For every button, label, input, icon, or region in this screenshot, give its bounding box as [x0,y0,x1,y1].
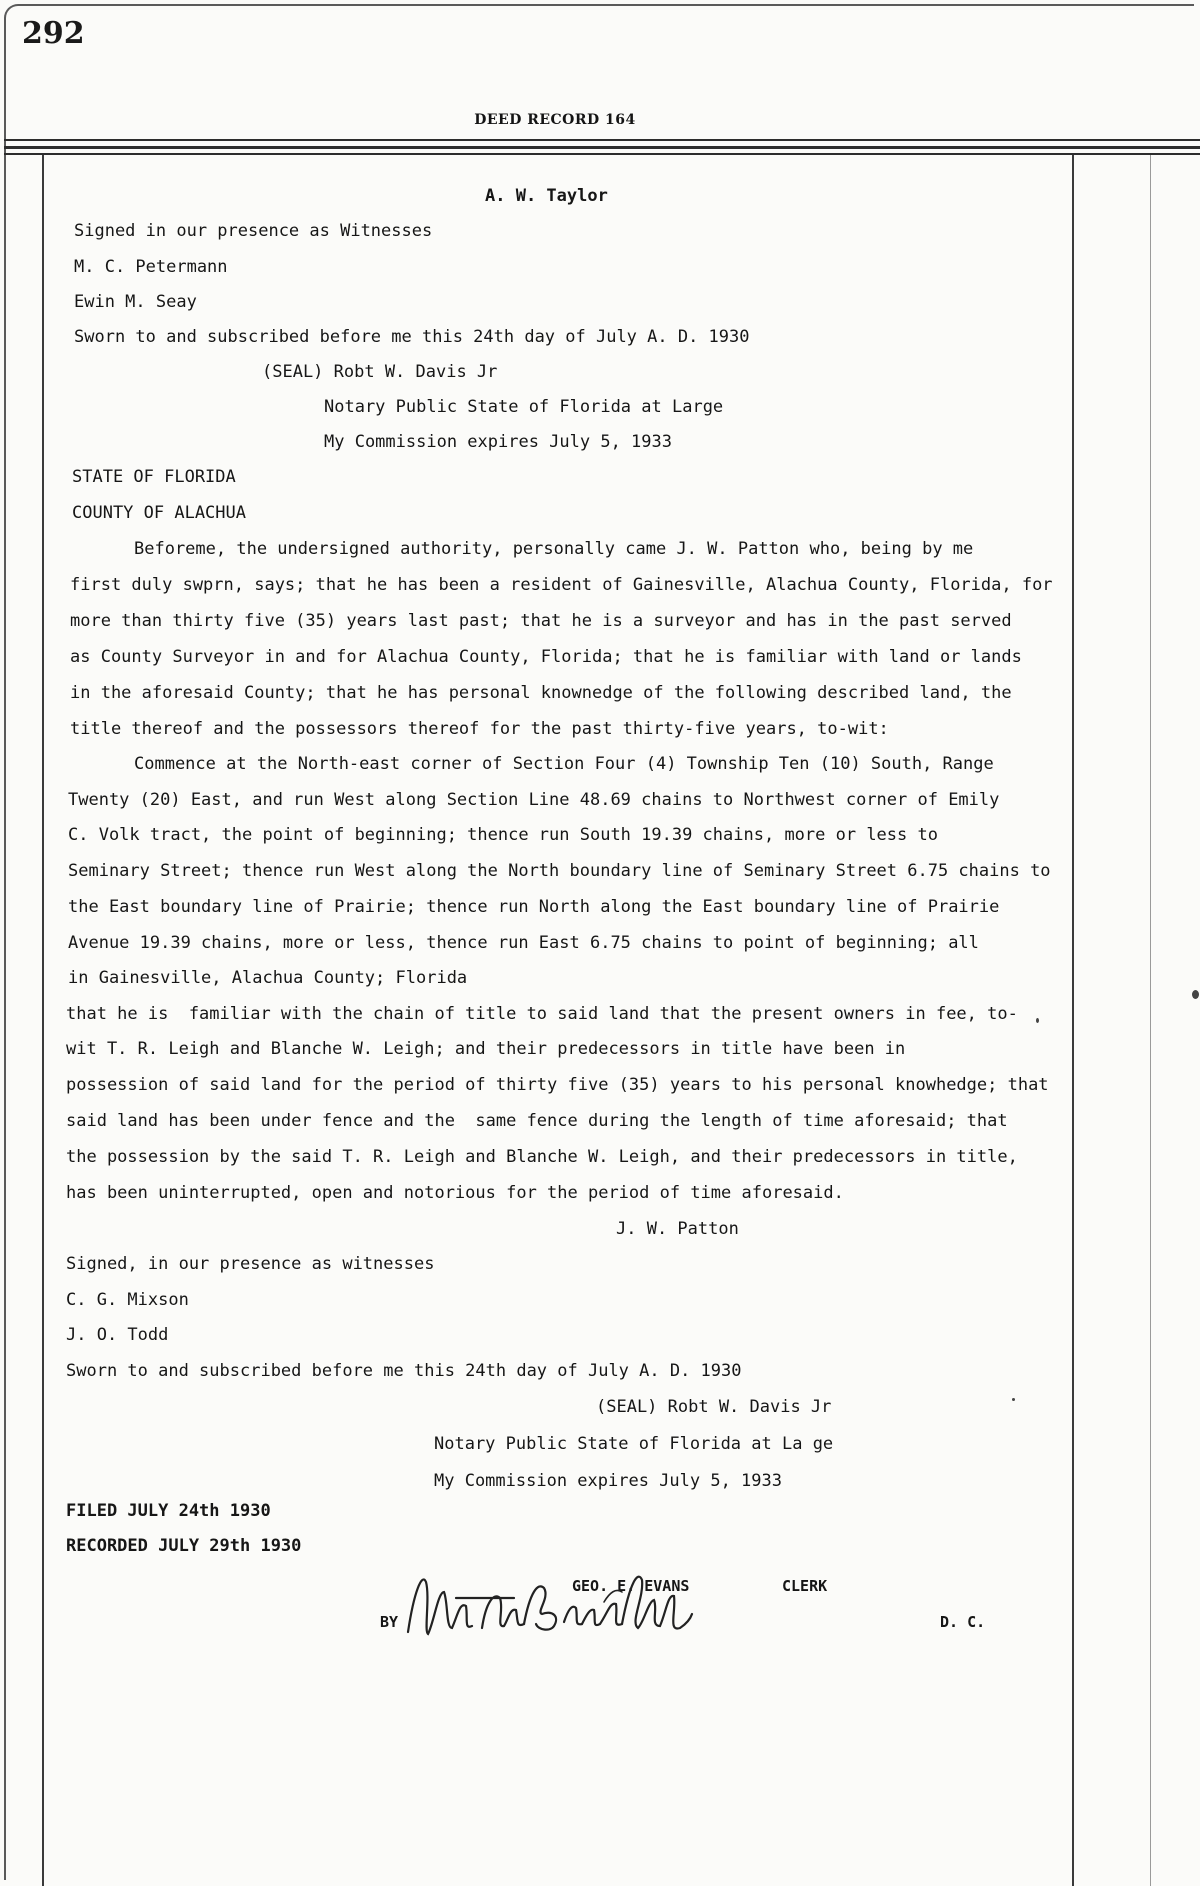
possession-line: has been uninterrupted, open and notorious for the period of time aforesaid. [66,1183,844,1203]
book-title: DEED RECORD 164 [474,112,636,128]
second-witness-2: J. O. Todd [66,1325,169,1345]
header-rule [4,139,1200,141]
second-witness-intro: Signed, in our presence as witnesses [66,1254,435,1274]
second-sworn-statement: Sworn to and subscribed before me this 24th day of July A. D. 1930 [66,1361,742,1381]
recorded-date: RECORDED JULY 29th 1930 [66,1536,302,1556]
affidavit-line: in the aforesaid County; that he has personal knownedge of the following described land, the [70,683,1012,703]
affidavit-line: Beforeme, the undersigned authority, personally came J. W. Patton who, being by me [134,539,974,559]
clerk-title: CLERK [782,1577,828,1595]
second-signer: J. W. Patton [616,1219,739,1239]
first-notary-commission: My Commission expires July 5, 1933 [324,432,672,452]
possession-line: that he is familiar with the chain of title to said land that the present owners in fee, to- [66,1004,1018,1024]
second-witness-1: C. G. Mixson [66,1290,189,1310]
first-notary-title: Notary Public State of Florida at Large [324,397,724,417]
clerk-name: GEO. E. EVANS [572,1577,690,1595]
possession-line: possession of said land for the period of thirty five (35) years to his personal knowhedge; that [66,1075,1049,1095]
venue-county: COUNTY OF ALACHUA [72,503,246,523]
legal-description-line: Commence at the North-east corner of Section Four (4) Township Ten (10) South, Range [134,754,994,774]
ink-speck [1192,990,1199,999]
second-notary-name: (SEAL) Robt W. Davis Jr [596,1397,832,1417]
possession-line: said land has been under fence and the same fence during the length of time aforesaid; that [66,1111,1008,1131]
legal-description-line: C. Volk tract, the point of beginning; thence run South 19.39 chains, more or less to [68,825,938,845]
right-margin-line [1072,155,1074,1886]
first-sworn-statement: Sworn to and subscribed before me this 24th day of July A. D. 1930 [74,327,750,347]
possession-line: the possession by the said T. R. Leigh and Blanche W. Leigh, and their predecessors in title, [66,1147,1018,1167]
first-witness-2: Ewin M. Seay [74,292,197,312]
right-margin-line-outer [1150,155,1151,1886]
first-witness-1: M. C. Petermann [74,257,228,277]
legal-description-line: Twenty (20) East, and run West along Section Line 48.69 chains to Northwest corner of Emily [68,790,1000,810]
header-rule [4,153,1200,155]
deputy-clerk-signature [404,1562,694,1672]
possession-line: wit T. R. Leigh and Blanche W. Leigh; and their predecessors in title have been in [66,1039,906,1059]
second-notary-title: Notary Public State of Florida at La ge [434,1434,834,1454]
affidavit-line: title thereof and the possessors thereof for the past thirty-five years, to-wit: [70,719,889,739]
header-rule [4,146,1200,149]
deputy-clerk-title: D. C. [940,1613,986,1631]
venue-state: STATE OF FLORIDA [72,467,236,487]
ink-speck [1012,1398,1015,1401]
affidavit-line: more than thirty five (35) years last past; that he is a surveyor and has in the past served [70,611,1012,631]
legal-description-line: Avenue 19.39 chains, more or less, thence run East 6.75 chains to point of beginning; all [68,933,979,953]
first-witness-intro: Signed in our presence as Witnesses [74,221,433,241]
filed-date: FILED JULY 24th 1930 [66,1501,271,1521]
left-margin-line [42,155,44,1886]
ink-speck [1036,1018,1039,1023]
by-label: BY [380,1613,399,1631]
first-notary-name: (SEAL) Robt W. Davis Jr [262,362,498,382]
legal-description-line: the East boundary line of Prairie; thence run North along the East boundary line of Prairie [68,897,1000,917]
second-notary-commission: My Commission expires July 5, 1933 [434,1471,782,1491]
first-signer: A. W. Taylor [485,186,608,206]
affidavit-line: first duly swprn, says; that he has been a resident of Gainesville, Alachua County, Florida, for [70,575,1053,595]
legal-description-line: in Gainesville, Alachua County; Florida [68,968,468,988]
page-number: 292 [22,16,85,51]
legal-description-line: Seminary Street; thence run West along the North boundary line of Seminary Street 6.75 chains to [68,861,1051,881]
affidavit-line: as County Surveyor in and for Alachua County, Florida; that he is familiar with land or lands [70,647,1022,667]
